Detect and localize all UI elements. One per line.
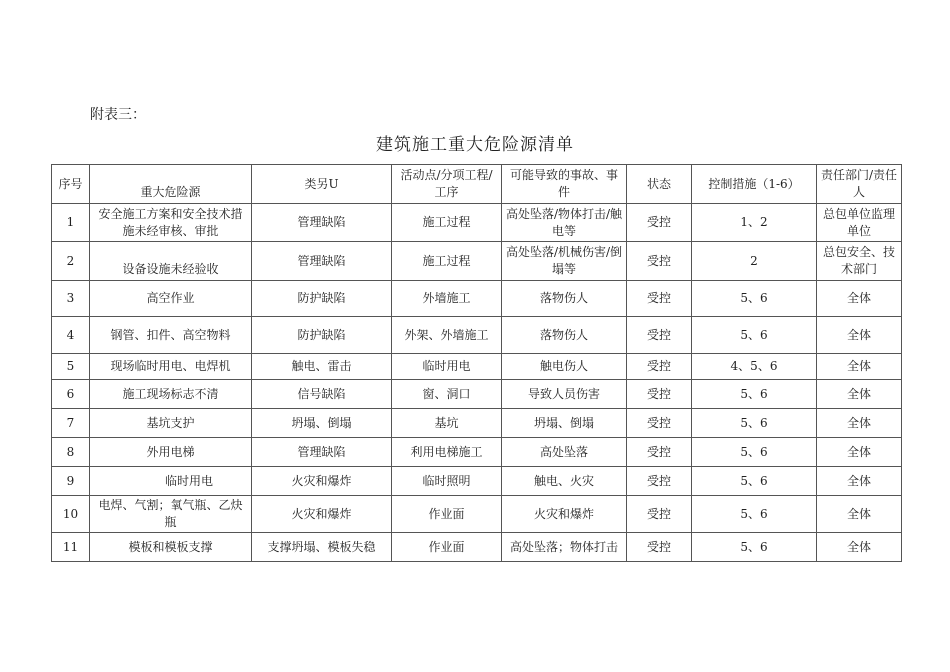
header-cell: 责任部门/责任人 [817, 165, 902, 204]
table-cell: 临时用电 [90, 467, 252, 496]
table-cell: 1 [52, 204, 90, 242]
table-cell: 高处坠落/物体打击/触电等 [502, 204, 627, 242]
header-cell: 控制措施（1-6） [692, 165, 817, 204]
table-cell: 坍塌、倒塌 [252, 409, 392, 438]
table-row [52, 242, 902, 281]
table-cell: 火灾和爆炸 [252, 467, 392, 496]
table-cell: 高处坠落；物体打击 [502, 533, 627, 562]
table-row [52, 281, 902, 317]
table-cell: 10 [52, 496, 90, 533]
table-cell: 设备设施未经验收 [90, 242, 252, 281]
table-cell: 5、6 [692, 438, 817, 467]
table-cell: 高空作业 [90, 281, 252, 317]
table-cell: 作业面 [392, 496, 502, 533]
table-row [52, 438, 902, 467]
table-cell: 受控 [627, 380, 692, 409]
table-cell: 支撑坍塌、模板失稳 [252, 533, 392, 562]
table-cell: 电焊、气割；氧气瓶、乙炔瓶 [90, 496, 252, 533]
header-cell: 可能导致的事故、事件 [502, 165, 627, 204]
table-cell: 落物伤人 [502, 317, 627, 354]
table-cell: 外用电梯 [90, 438, 252, 467]
table-cell: 高处坠落/机械伤害/倒塌等 [502, 242, 627, 281]
table-cell: 5、6 [692, 281, 817, 317]
table-cell: 受控 [627, 354, 692, 380]
table-cell: 4 [52, 317, 90, 354]
table-cell: 临时照明 [392, 467, 502, 496]
table-cell: 火灾和爆炸 [252, 496, 392, 533]
page-title: 建筑施工重大危险源清单 [376, 135, 574, 155]
table-cell: 受控 [627, 204, 692, 242]
table-cell: 受控 [627, 496, 692, 533]
table-row [52, 354, 902, 380]
table-cell: 全体 [817, 496, 902, 533]
table-row [52, 467, 902, 496]
table-cell: 利用电梯施工 [392, 438, 502, 467]
table-cell: 5、6 [692, 533, 817, 562]
header-cell: 重大危险源 [90, 165, 252, 204]
header-cell: 状态 [627, 165, 692, 204]
header-cell: 类另U [252, 165, 392, 204]
table-cell: 防护缺陷 [252, 281, 392, 317]
table-cell: 高处坠落 [502, 438, 627, 467]
table-cell: 5 [52, 354, 90, 380]
table-cell: 导致人员伤害 [502, 380, 627, 409]
table-cell: 触电、火灾 [502, 467, 627, 496]
table-cell: 全体 [817, 317, 902, 354]
table-cell: 受控 [627, 317, 692, 354]
table-row [52, 496, 902, 533]
annex-label: 附表三： [90, 107, 146, 123]
table-cell: 全体 [817, 380, 902, 409]
table-cell: 全体 [817, 467, 902, 496]
table-cell: 外架、外墙施工 [392, 317, 502, 354]
table-cell: 受控 [627, 533, 692, 562]
table-cell: 全体 [817, 409, 902, 438]
table-cell: 5、6 [692, 380, 817, 409]
header-row [52, 165, 902, 204]
table-cell: 总包单位监理单位 [817, 204, 902, 242]
table-row [52, 380, 902, 409]
table-cell: 8 [52, 438, 90, 467]
table-cell: 坍塌、倒塌 [502, 409, 627, 438]
table-row [52, 204, 902, 242]
table-cell: 全体 [817, 281, 902, 317]
table-cell: 全体 [817, 533, 902, 562]
table-cell: 1、2 [692, 204, 817, 242]
table-cell: 触电伤人 [502, 354, 627, 380]
table-row [52, 533, 902, 562]
table-cell: 模板和模板支撑 [90, 533, 252, 562]
table-cell: 7 [52, 409, 90, 438]
table-cell: 受控 [627, 281, 692, 317]
table-cell: 全体 [817, 438, 902, 467]
table-cell: 受控 [627, 438, 692, 467]
table-row [52, 317, 902, 354]
header-cell: 活动点/分项工程/工序 [392, 165, 502, 204]
table-cell: 全体 [817, 354, 902, 380]
table-cell: 施工过程 [392, 242, 502, 281]
table-cell: 落物伤人 [502, 281, 627, 317]
table-cell: 施工过程 [392, 204, 502, 242]
hazard-table [51, 164, 902, 562]
table-cell: 6 [52, 380, 90, 409]
table-cell: 基坑支护 [90, 409, 252, 438]
table-cell: 触电、雷击 [252, 354, 392, 380]
table-cell: 4、5、6 [692, 354, 817, 380]
table-cell: 受控 [627, 467, 692, 496]
table-cell: 作业面 [392, 533, 502, 562]
table-cell: 5、6 [692, 409, 817, 438]
table-cell: 受控 [627, 409, 692, 438]
table-cell: 临时用电 [392, 354, 502, 380]
table-cell: 3 [52, 281, 90, 317]
table-cell: 安全施工方案和安全技术措施未经审核、审批 [90, 204, 252, 242]
table-cell: 5、6 [692, 467, 817, 496]
table-cell: 防护缺陷 [252, 317, 392, 354]
table-cell: 受控 [627, 242, 692, 281]
table-cell: 11 [52, 533, 90, 562]
table-cell: 5、6 [692, 317, 817, 354]
header-cell: 序号 [52, 165, 90, 204]
table-cell: 5、6 [692, 496, 817, 533]
table-cell: 2 [692, 242, 817, 281]
table-cell: 总包安全、技术部门 [817, 242, 902, 281]
table-cell: 钢管、扣件、高空物料 [90, 317, 252, 354]
table-cell: 2 [52, 242, 90, 281]
table-cell: 窗、洞口 [392, 380, 502, 409]
table-cell: 火灾和爆炸 [502, 496, 627, 533]
table-row [52, 409, 902, 438]
table-cell: 外墙施工 [392, 281, 502, 317]
table-cell: 管理缺陷 [252, 438, 392, 467]
table-cell: 基坑 [392, 409, 502, 438]
table-cell: 管理缺陷 [252, 204, 392, 242]
table-cell: 管理缺陷 [252, 242, 392, 281]
table-cell: 9 [52, 467, 90, 496]
table-cell: 施工现场标志不清 [90, 380, 252, 409]
table-cell: 现场临时用电、电焊机 [90, 354, 252, 380]
table-cell: 信号缺陷 [252, 380, 392, 409]
